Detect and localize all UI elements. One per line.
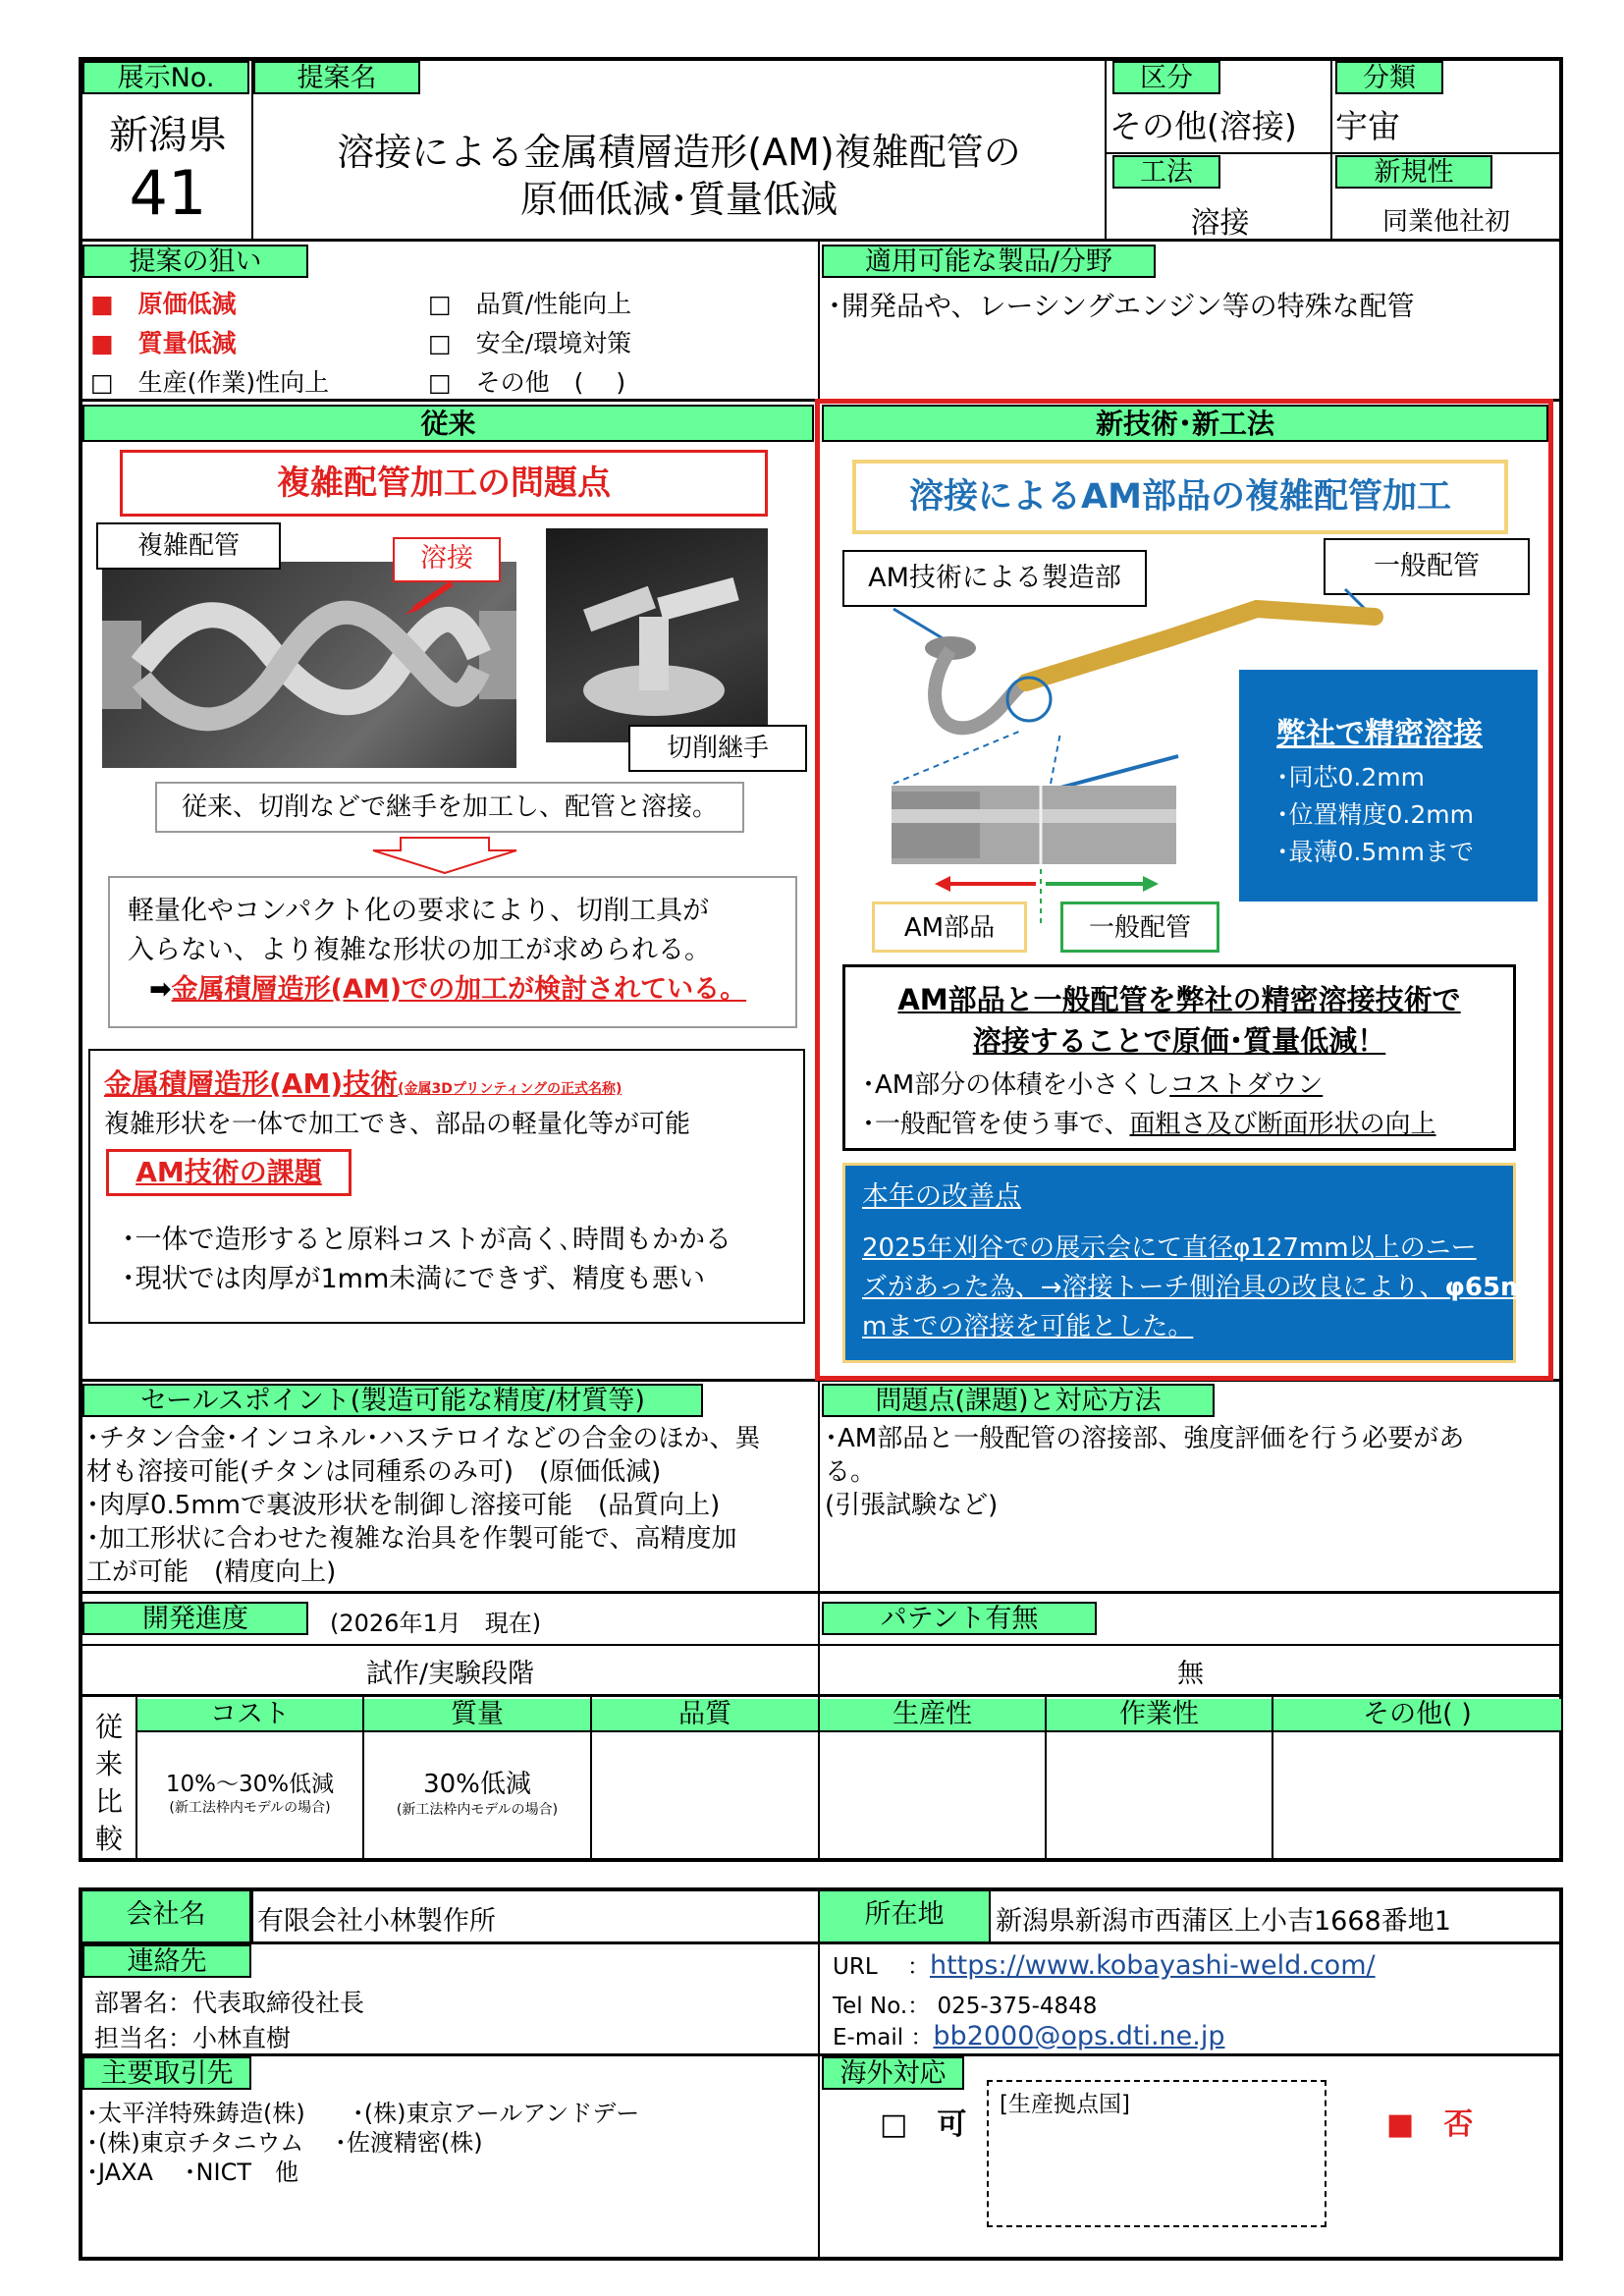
category-label: 区分 bbox=[1112, 61, 1220, 94]
title-line-1: 溶接による金属積層造形(AM)複雑配管の bbox=[337, 131, 1021, 174]
summary-line-2: 溶接することで原価･質量低減！ bbox=[972, 1024, 1386, 1058]
overseas-yes-label: 可 bbox=[937, 2107, 967, 2142]
department: 部署名：代表取締役社長 bbox=[94, 1989, 365, 2017]
comparison-header-workability: 作業性 bbox=[1047, 1699, 1272, 1730]
aim-mark: ■ bbox=[90, 329, 114, 357]
comparison-header-productivity: 生産性 bbox=[820, 1699, 1045, 1730]
aim-item bbox=[90, 324, 237, 359]
am-tech-title bbox=[104, 1063, 622, 1102]
patent-label: パテント有無 bbox=[822, 1602, 1097, 1635]
am-issue-2: ･現状では肉厚が1mm未満にできず、精度も悪い bbox=[122, 1264, 706, 1294]
improvement-title: 本年の改善点 bbox=[862, 1181, 1021, 1212]
improvement-line-3: mまでの溶接を可能とした。 bbox=[862, 1312, 1194, 1341]
comparison-side-label bbox=[82, 1709, 135, 1858]
am-tech-desc: 複雑形状を一体で加工でき、部品の軽量化等が可能 bbox=[104, 1110, 690, 1139]
sales-line: ･加工形状に合わせた複雑な治具を作製可能で、高精度加 bbox=[86, 1524, 737, 1554]
overseas-no bbox=[1386, 2100, 1473, 2143]
sales-line: 材も溶接可能(チタンは同種系のみ可) (原価低減) bbox=[86, 1457, 662, 1487]
note-arrow-icon: ➡ bbox=[149, 974, 172, 1005]
cut-joint-photo bbox=[546, 528, 768, 742]
note-conclusion: 金属積層造形(AM)での加工が検討されている。 bbox=[171, 974, 747, 1005]
cost-value: 10%～30%低減 bbox=[165, 1772, 335, 1797]
address: 新潟県新潟市西蒲区上小吉1668番地1 bbox=[996, 1906, 1451, 1937]
tel-label: Tel No.： bbox=[833, 1994, 931, 2019]
production-base-label: [生産拠点国] bbox=[1000, 2092, 1130, 2117]
weld-arrow-icon bbox=[403, 579, 461, 619]
progress-label: 開発進度 bbox=[82, 1602, 308, 1635]
precision-2: ･位置精度0.2mm bbox=[1276, 800, 1474, 829]
method-value: 溶接 bbox=[1190, 206, 1250, 241]
issues-line: (引張試験など) bbox=[825, 1491, 999, 1520]
am-part-label: AM技術による製造部 bbox=[842, 550, 1147, 607]
sales-points-label: セールスポイント(製造可能な精度/材質等) bbox=[82, 1384, 703, 1417]
cost-note: (新工法枠内モデルの場合) bbox=[169, 1800, 331, 1816]
improvement-line-1: 2025年刈谷での展示会にて直径φ127mm以上のニー bbox=[862, 1233, 1477, 1263]
applicable-text: ･開発品や、レーシングエンジン等の特殊な配管 bbox=[828, 290, 1415, 322]
new-tech-title: 溶接によるAM部品の複雑配管加工 bbox=[852, 460, 1508, 534]
aim-mark: □ bbox=[90, 368, 114, 397]
category-value: その他(溶接) bbox=[1110, 107, 1297, 145]
proposal-name-label: 提案名 bbox=[253, 61, 420, 94]
overseas-no-checkbox: ■ bbox=[1386, 2107, 1415, 2142]
note-line-1: 軽量化やコンパクト化の要求により、切削工具が bbox=[128, 896, 710, 926]
summary-line-1: AM部品と一般配管を弊社の精密溶接技術で bbox=[897, 983, 1461, 1016]
aim-productivity: 生産(作業)性向上 bbox=[137, 368, 330, 397]
complex-pipe-label: 複雑配管 bbox=[96, 522, 281, 570]
summary-bullet-2 bbox=[862, 1104, 1436, 1140]
company-url-link[interactable]: https://www.kobayashi-weld.com/ bbox=[929, 1950, 1376, 1981]
improvement-line-2a: ズがあった為、→溶接トーチ側治具の改良により、 bbox=[862, 1273, 1445, 1302]
tel-number: 025-375-4848 bbox=[937, 1994, 1098, 2019]
comparison-header-quality: 品質 bbox=[592, 1699, 818, 1730]
email-link[interactable]: bb2000@ops.dti.ne.jp bbox=[933, 2021, 1225, 2051]
mass-note: (新工法枠内モデルの場合) bbox=[396, 1802, 559, 1818]
address-label: 所在地 bbox=[820, 1891, 989, 1941]
class-value: 宇宙 bbox=[1335, 107, 1400, 145]
aim-item bbox=[428, 363, 625, 399]
aim-safety: 安全/環境対策 bbox=[475, 329, 632, 357]
am-title-note: (金属3Dプリンティングの正式名称) bbox=[398, 1081, 623, 1097]
progress-value: 試作/実験段階 bbox=[365, 1659, 535, 1689]
client-line: ･(株)東京チタニウム ･佐渡精密(株) bbox=[86, 2129, 483, 2157]
summary-b1-text: ･AM部分の体積を小さくし bbox=[862, 1070, 1170, 1100]
url-row bbox=[833, 1948, 1376, 1981]
progress-date: (2026年1月 現在) bbox=[330, 1610, 542, 1637]
client-line: ･JAXA ･NICT 他 bbox=[86, 2159, 299, 2186]
aim-mark: ■ bbox=[90, 290, 114, 318]
patent-value: 無 bbox=[1177, 1659, 1204, 1689]
aim-item bbox=[428, 324, 631, 359]
comparison-header-mass: 質量 bbox=[364, 1699, 590, 1730]
contact-label: 連絡先 bbox=[82, 1944, 251, 1978]
aim-mark: □ bbox=[428, 368, 452, 397]
prefecture: 新潟県 bbox=[109, 113, 227, 158]
general-pipe-caption: 一般配管 bbox=[1060, 902, 1219, 953]
aim-mark: □ bbox=[428, 290, 452, 318]
improvement-line-2 bbox=[862, 1267, 1527, 1303]
sales-line: ･チタン合金･インコネル･ハステロイなどの合金のほか、異 bbox=[86, 1424, 761, 1453]
novelty-value: 同業他社初 bbox=[1381, 207, 1510, 237]
summary-b2-text: ･一般配管を使う事で、 bbox=[862, 1110, 1130, 1139]
sales-line: ･肉厚0.5mmで裏波形状を制御し溶接可能 (品質向上) bbox=[86, 1491, 721, 1520]
comparison-header-cost: コスト bbox=[137, 1699, 362, 1730]
aim-cost: 原価低減 bbox=[137, 290, 237, 318]
clients-label: 主要取引先 bbox=[82, 2056, 251, 2090]
weld-joint-zoom bbox=[884, 727, 1227, 923]
improvement-line-2b: φ65m bbox=[1444, 1273, 1528, 1302]
company-name-label: 会社名 bbox=[82, 1891, 251, 1941]
tel-row bbox=[833, 1988, 1097, 2020]
conventional-caption: 従来、切削などで継手を加工し、配管と溶接。 bbox=[155, 782, 744, 833]
url-label: URL ： bbox=[833, 1954, 930, 1980]
class-label: 分類 bbox=[1335, 61, 1443, 94]
general-pipe-label: 一般配管 bbox=[1324, 538, 1530, 595]
mass-value: 30%低減 bbox=[423, 1770, 531, 1799]
summary-b1-emph: コストダウン bbox=[1169, 1070, 1324, 1100]
overseas-label: 海外対応 bbox=[822, 2056, 964, 2090]
overseas-yes-checkbox: □ bbox=[880, 2107, 908, 2142]
side-char: 従 bbox=[94, 1711, 123, 1743]
method-label: 工法 bbox=[1112, 155, 1220, 189]
note-line-2: 入らない、より複雑な形状の加工が求められる。 bbox=[128, 935, 711, 965]
down-arrow-icon bbox=[371, 837, 518, 874]
overseas-no-label: 否 bbox=[1443, 2107, 1474, 2142]
side-char: 比 bbox=[94, 1785, 123, 1818]
comparison-header-other: その他( ) bbox=[1273, 1699, 1561, 1730]
side-char: 来 bbox=[94, 1748, 123, 1780]
aim-mass: 質量低減 bbox=[137, 329, 237, 357]
company-name: 有限会社小林製作所 bbox=[257, 1906, 496, 1937]
am-issue-1: ･一体で造形すると原料コストが高く､時間もかかる bbox=[122, 1225, 731, 1255]
overseas-yes bbox=[880, 2100, 966, 2143]
cut-joint-label: 切削継手 bbox=[628, 725, 807, 772]
sales-line: 工が可能 (精度向上) bbox=[86, 1558, 337, 1587]
aim-quality: 品質/性能向上 bbox=[475, 290, 632, 318]
client-line: ･太平洋特殊鋳造(株) ･(株)東京アールアンドデー bbox=[86, 2100, 640, 2127]
exhibit-no-label: 展示No. bbox=[82, 61, 249, 94]
am-title: 金属積層造形(AM)技術 bbox=[104, 1067, 399, 1100]
novelty-label: 新規性 bbox=[1335, 155, 1492, 189]
email-row bbox=[833, 2019, 1224, 2051]
exhibit-number: 41 bbox=[129, 157, 207, 229]
aim-item bbox=[90, 285, 237, 320]
aim-other: その他 ( ) bbox=[475, 368, 626, 397]
note-line-3 bbox=[149, 967, 746, 1006]
aim-item bbox=[428, 285, 631, 320]
new-tech-label: 新技術･新工法 bbox=[822, 405, 1548, 442]
issues-label: 問題点(課題)と対応方法 bbox=[822, 1384, 1215, 1417]
precision-1: ･同芯0.2mm bbox=[1276, 763, 1425, 792]
applicable-label: 適用可能な製品/分野 bbox=[822, 245, 1156, 278]
problem-title: 複雑配管加工の問題点 bbox=[120, 450, 768, 517]
title-line-2: 原価低減･質量低減 bbox=[519, 178, 838, 221]
aims-label: 提案の狙い bbox=[82, 245, 308, 278]
precision-3: ･最薄0.5mmまで bbox=[1276, 838, 1474, 866]
conventional-label: 従来 bbox=[82, 405, 814, 442]
aim-item bbox=[90, 363, 329, 399]
weld-label: 溶接 bbox=[393, 537, 501, 582]
person-in-charge: 担当名：小林直樹 bbox=[94, 2024, 292, 2052]
side-char: 較 bbox=[94, 1823, 123, 1855]
summary-b2-emph: 面粗さ及び断面形状の向上 bbox=[1129, 1110, 1436, 1139]
precision-title: 弊社で精密溶接 bbox=[1276, 717, 1483, 751]
aim-mark: □ bbox=[428, 329, 452, 357]
issues-line: る。 bbox=[825, 1457, 877, 1487]
issues-line: ･AM部品と一般配管の溶接部、強度評価を行う必要があ bbox=[825, 1424, 1465, 1453]
am-issue-title: AM技術の課題 bbox=[106, 1149, 352, 1196]
email-label: E-mail ： bbox=[833, 2025, 934, 2050]
am-part-caption: AM部品 bbox=[872, 902, 1027, 953]
summary-bullet-1 bbox=[862, 1065, 1323, 1101]
